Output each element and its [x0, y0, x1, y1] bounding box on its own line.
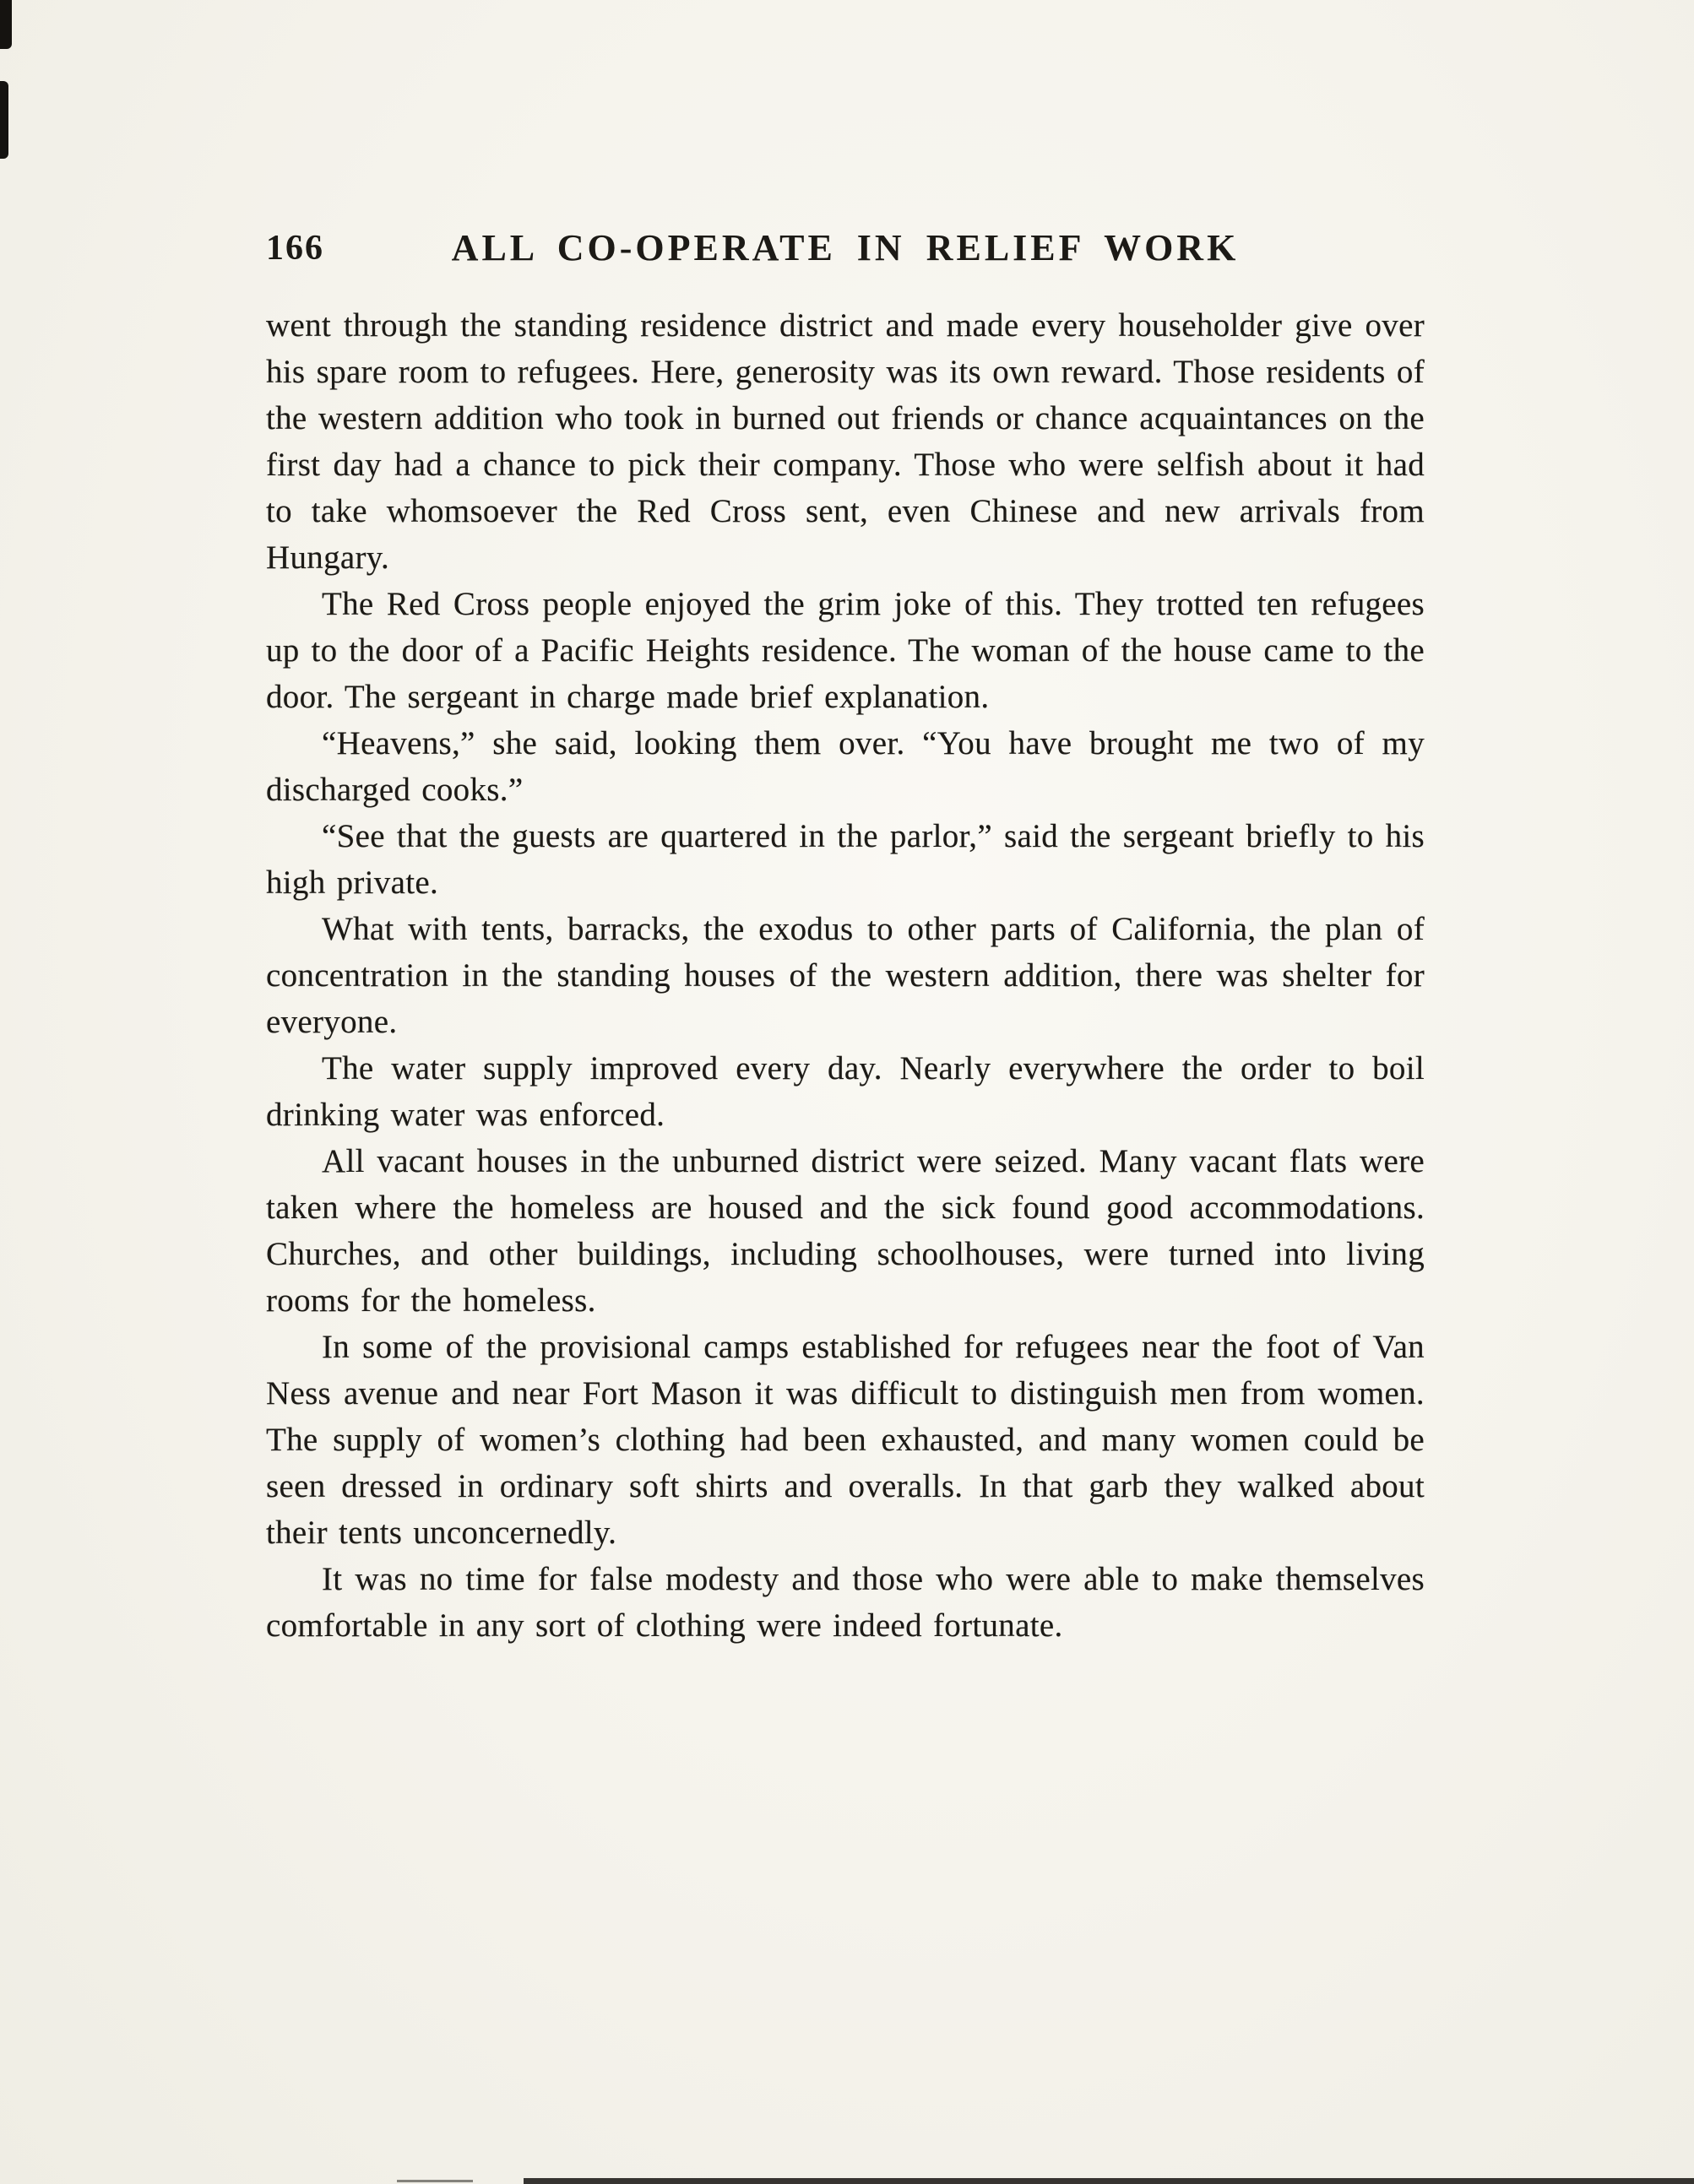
- paragraph: What with tents, barracks, the exodus to other parts of California, the plan of concentration in the standing houses of the western addition, there was shelter for everyone.: [266, 911, 1425, 1040]
- scan-bottom-line-artifact: [524, 2178, 1694, 2184]
- paragraph: In some of the provisional camps established for refugees near the foot of Van Ness avenue and near Fort Mason it was difficult to distinguish men from women. The supply of women’s clothing had been exhausted, and many women could be seen dressed in ordinary soft shirts and overalls. In that garb they walked about their tents unconcernedly.: [266, 1329, 1425, 1551]
- paragraph: went through the standing residence district and made every householder give over his spare room to refugees. Here, generosity was its own reward. Those residents of the western addition who took in burned out friends or chance acquaintances on the first day had a chance to pick their company. Those who were selfish about it had to take whomsoever the Red Cross sent, even Chinese and new arrivals from Hungary.: [266, 307, 1425, 576]
- running-header: [266, 226, 1425, 277]
- paragraph: The Red Cross people enjoyed the grim joke of this. They trotted ten refugees up to the door of a Pacific Heights residence. The woman of the house came to the door. The sergeant in charge made brief explanation.: [266, 586, 1425, 715]
- scan-bottom-line-artifact: [397, 2180, 473, 2182]
- scan-edge-artifact: [0, 0, 12, 49]
- body-text: [266, 302, 1425, 1649]
- paragraph: It was no time for false modesty and those who were able to make themselves comfortable in any sort of clothing were indeed fortunate.: [266, 1561, 1425, 1644]
- paragraph: The water supply improved every day. Nearly everywhere the order to boil drinking water was enforced.: [266, 1050, 1425, 1133]
- running-header-title: ALL CO-OPERATE IN RELIEF WORK: [451, 227, 1240, 268]
- paragraph: “Heavens,” she said, looking them over. “You have brought me two of my discharged cooks.”: [266, 725, 1425, 808]
- scan-edge-artifact: [0, 81, 8, 159]
- paragraph: All vacant houses in the unburned district were seized. Many vacant flats were taken where the homeless are housed and the sick found good accommodations. Churches, and other buildings, including schoolhouses, were turned into living rooms for the homeless.: [266, 1143, 1425, 1319]
- page-number: 166: [266, 229, 324, 268]
- paragraph: “See that the guests are quartered in the parlor,” said the sergeant briefly to his high private.: [266, 818, 1425, 901]
